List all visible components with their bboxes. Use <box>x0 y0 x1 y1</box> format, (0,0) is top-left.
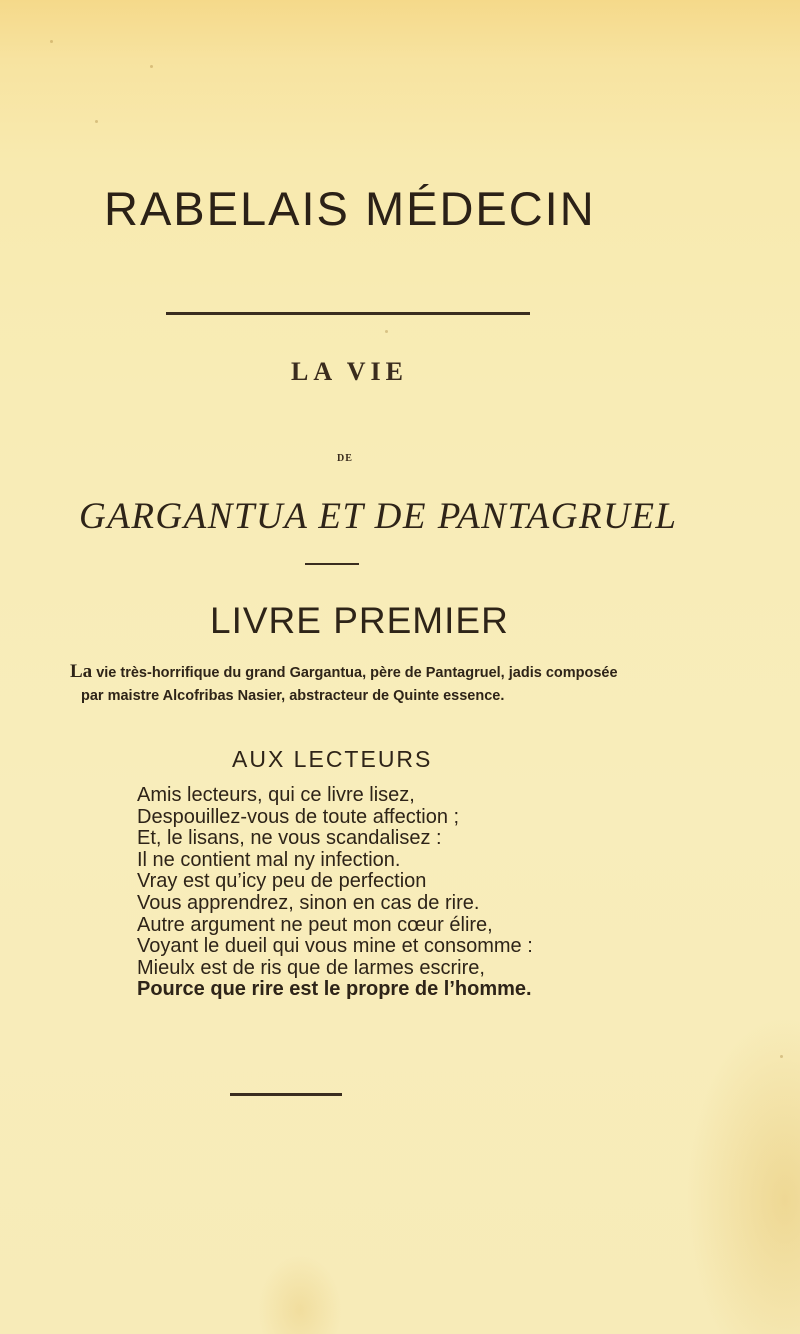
intro-line-1 <box>70 660 618 685</box>
book-heading: LIVRE PREMIER <box>210 600 509 641</box>
paper-speck <box>50 40 53 43</box>
poem-line: Amis lecteurs, qui ce livre lisez, <box>137 784 415 806</box>
poem <box>137 785 533 1001</box>
intro-line-1-text: vie très-horrifique du grand Gargantua, père de Pantagruel, jadis composée <box>92 665 618 681</box>
paper-speck <box>385 330 388 333</box>
work-title: GARGANTUA ET DE PANTAGRUEL <box>79 496 678 537</box>
intro-paragraph <box>70 660 618 708</box>
poem-line: Autre argument ne peut mon cœur élire, <box>137 913 493 936</box>
dropcap: La <box>70 661 93 682</box>
divider-rule-short <box>305 563 359 565</box>
paper-speck <box>150 65 153 68</box>
poem-line: Voyant le dueil qui vous mine et consomme : <box>137 935 533 958</box>
divider-rule <box>166 312 530 315</box>
poem-line: Vray est qu’icy peu de perfection <box>137 870 427 893</box>
divider-rule-end <box>230 1093 342 1096</box>
section-heading: AUX LECTEURS <box>232 746 433 772</box>
intro-line-2: par maistre Alcofribas Nasier, abstracteur de Quinte essence. <box>81 688 505 704</box>
paper-speck <box>95 120 98 123</box>
title-la-vie: LA VIE <box>291 357 408 386</box>
paper-speck <box>780 1055 783 1058</box>
poem-line: Vous apprendrez, sinon en cas de rire. <box>137 891 480 914</box>
page-title: RABELAIS MÉDECIN <box>104 182 596 235</box>
poem-line: Il ne contient mal ny infection. <box>137 848 401 871</box>
poem-line: Pource que rire est le propre de l’homme. <box>137 978 532 1001</box>
poem-line: Despouillez-vous de toute affection ; <box>137 805 460 828</box>
title-de: DE <box>337 453 353 464</box>
poem-line: Et, le lisans, ne vous scandalisez : <box>137 827 442 850</box>
poem-line: Mieulx est de ris que de larmes escrire, <box>137 956 485 979</box>
